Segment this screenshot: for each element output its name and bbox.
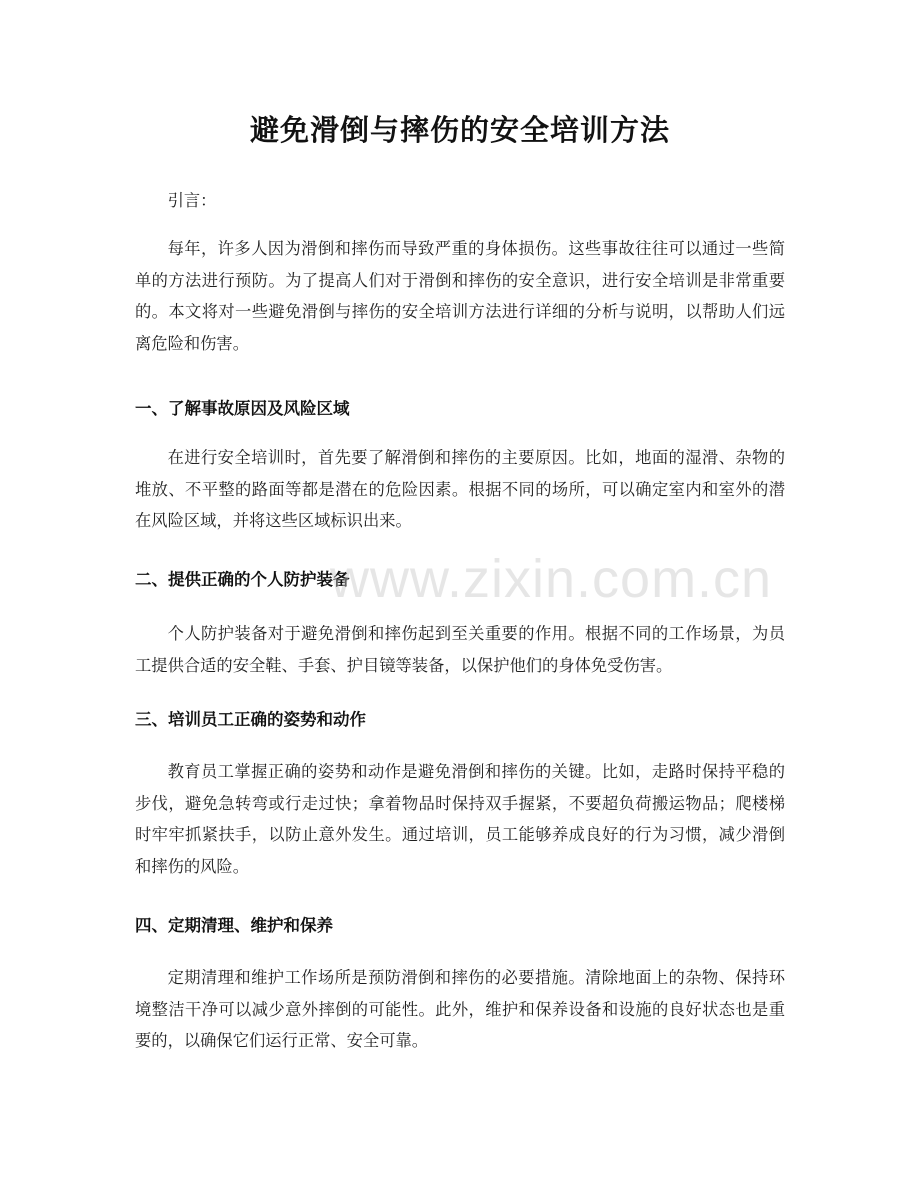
section-4-heading: 四、定期清理、维护和保养 <box>135 916 333 935</box>
section-1-heading: 一、了解事故原因及风险区域 <box>135 399 350 418</box>
document-title: 避免滑倒与摔伤的安全培训方法 <box>249 113 670 147</box>
section-2-heading: 二、提供正确的个人防护装备 <box>135 570 350 589</box>
section-4-body: 定期清理和维护工作场所是预防滑倒和摔伤的必要措施。清除地面上的杂物、保持环境整洁干净可以减少意外摔倒的可能性。此外，维护和保养设备和设施的良好状态也是重要的，以确保它们运行正常、安全可靠。 <box>135 968 785 1050</box>
watermark: www.zixin.com.cn <box>330 549 773 609</box>
section-3-body: 教育员工掌握正确的姿势和动作是避免滑倒和摔伤的关键。比如，走路时保持平稳的步伐，避免急转弯或行走过快；拿着物品时保持双手握紧，不要超负荷搬运物品；爬楼梯时牢牢抓紧扶手，以防止意外发生。通过培训，员工能够养成良好的行为习惯，减少滑倒和摔伤的风险。 <box>135 762 785 876</box>
intro-paragraph: 每年，许多人因为滑倒和摔伤而导致严重的身体损伤。这些事故往往可以通过一些简单的方法进行预防。为了提高人们对于滑倒和摔伤的安全意识，进行安全培训是非常重要的。本文将对一些避免滑倒与摔伤的安全培训方法进行详细的分析与说明，以帮助人们远离危险和伤害。 <box>135 239 785 353</box>
section-3-heading: 三、培训员工正确的姿势和动作 <box>135 710 366 729</box>
section-2-body: 个人防护装备对于避免滑倒和摔伤起到至关重要的作用。根据不同的工作场景，为员工提供合适的安全鞋、手套、护目镜等装备，以保护他们的身体免受伤害。 <box>135 624 785 675</box>
section-1-body: 在进行安全培训时，首先要了解滑倒和摔伤的主要原因。比如，地面的湿滑、杂物的堆放、不平整的路面等都是潜在的危险因素。根据不同的场所，可以确定室内和室外的潜在风险区域，并将这些区域标识出来。 <box>135 448 785 530</box>
intro-label: 引言： <box>167 191 217 210</box>
